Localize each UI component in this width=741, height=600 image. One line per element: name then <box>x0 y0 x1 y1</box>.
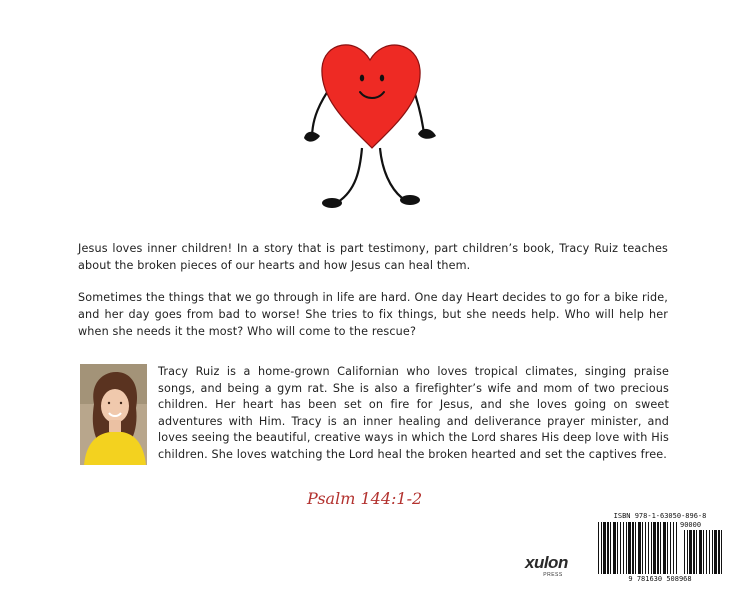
author-bio: Tracy Ruiz is a home-grown Californian who loves tropical climates, singing praise songs, and being a gym rat. She is also a firefighter’s wife and mom of two precious children. Her heart has been set on fire for Jesus, and she loves going on sweet adventures with Him. Tracy is an inner healing and deliverance prayer minister, and loves seeing the beautiful, creative ways in which the Lord shares His deep love with His children. She loves watching the Lord heal the broken hearted and set the captives free. <box>158 365 669 461</box>
description-paragraph-2: Sometimes the things that we go through in life are hard. One day Heart decides to go for a bike ride, and her day goes from bad to worse! She tries to fix things, but she needs help. Who will help her when she needs it the most? Who will come to the rescue? <box>78 291 668 338</box>
isbn-barcode <box>594 512 726 584</box>
author-photo <box>80 364 147 465</box>
description-paragraph-1: Jesus loves inner children! In a story that is part testimony, part children’s book, Tracy Ruiz teaches about the broken pieces of our hearts and how Jesus can heal them. <box>78 242 668 272</box>
price-code: 90000 <box>680 521 702 529</box>
isbn-number: ISBN 978-1-63050-896-8 <box>613 512 707 520</box>
heart-character-illustration <box>290 30 450 215</box>
heart-character-icon <box>304 45 436 208</box>
publisher-press-label: PRESS <box>543 572 563 578</box>
barcode-digits: 9 781630 508968 <box>628 575 692 583</box>
publisher-name: xulon <box>525 553 568 572</box>
publisher-logo <box>525 554 585 582</box>
barcode-bars <box>594 522 726 576</box>
verse-reference: Psalm 144:1-2 <box>307 489 423 508</box>
